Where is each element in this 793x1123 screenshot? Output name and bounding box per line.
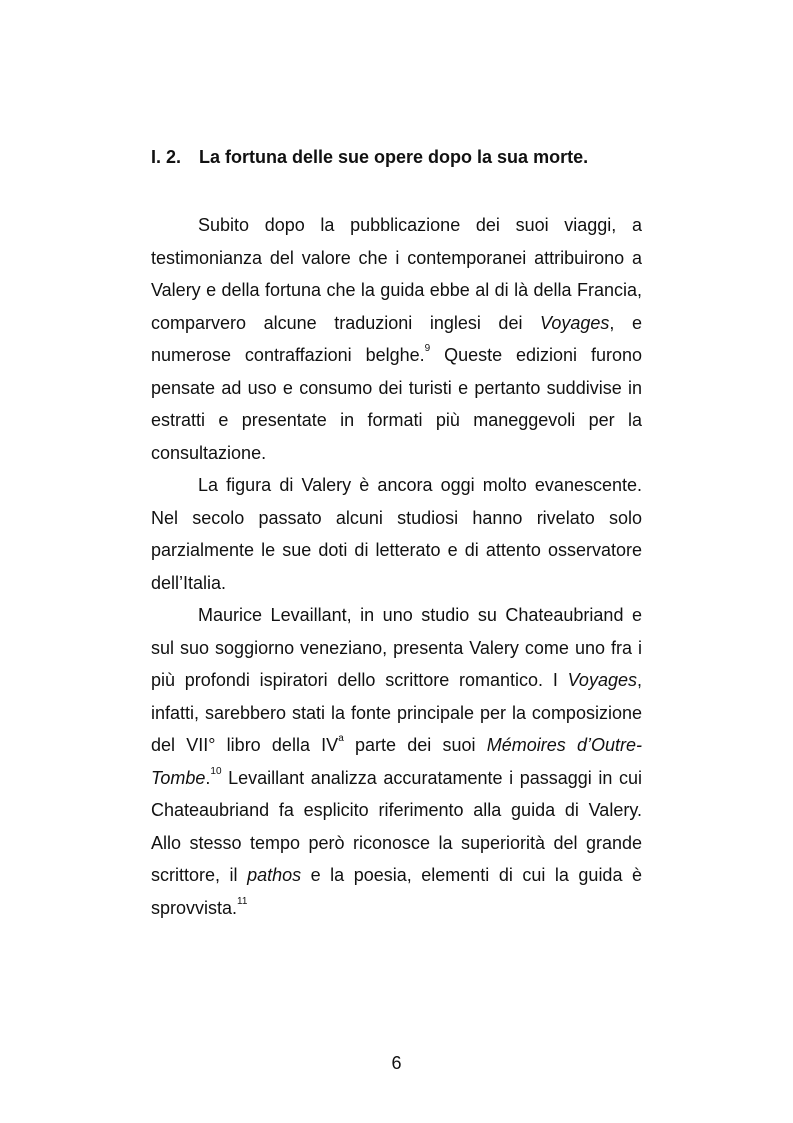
page-number: 6 (391, 1053, 402, 1073)
footnote-ref[interactable]: 11 (237, 895, 248, 907)
paragraph-text: Maurice Levaillant, in uno studio su Chateaubriand e sul suo soggiorno veneziano, presenta Valery come uno fra i più profondi ispiratori dello scrittore romantico. I (151, 605, 642, 690)
paragraph-text: Levaillant analizza accuratamente i passaggi in cui Chateaubriand fa esplicito riferimento alla guida di Valery. Allo stesso tempo però riconosce la superiorità del grande scrittore, il (151, 767, 642, 885)
footnote-ref[interactable]: 9 (424, 343, 431, 354)
page-body (151, 143, 642, 924)
paragraph-text: , e numerose contraffazioni belghe. (151, 312, 643, 365)
footnote-ref[interactable]: 10 (210, 765, 222, 777)
paragraph-text: . (205, 767, 211, 788)
italic-title: Voyages (567, 670, 637, 690)
italic-term: pathos (247, 865, 302, 885)
paragraph-text: Subito dopo la pubblicazione dei suoi viaggi, a testimonianza del valore che i contemporanei attribuirono a Valery e della fortuna che la guida ebbe al di là della Francia, comparvero alcune traduzioni inglesi dei (151, 215, 642, 333)
italic-title: Mémoires d’Outre-Tombe (151, 735, 642, 788)
paragraph-text: e la poesia, elementi di cui la guida è sprovvista. (151, 865, 642, 918)
superscript-a: a (338, 733, 344, 744)
paragraph-2 (151, 469, 642, 599)
italic-title: Voyages (540, 312, 610, 333)
paragraph-3 (151, 599, 642, 924)
paragraph-text: parte dei suoi (343, 735, 487, 755)
section-heading (151, 143, 642, 171)
section-number: I. 2. (151, 147, 182, 167)
section-title: La fortuna delle sue opere dopo la sua morte. (199, 147, 589, 167)
paragraph-text: , infatti, sarebbero stati la fonte principale per la composizione del VII° libro della IV (151, 670, 642, 755)
paragraph-text: Queste edizioni furono pensate ad uso e consumo dei turisti e pertanto suddivise in estratti e presentate in formati più maneggevoli per la consultazione. (151, 345, 642, 463)
paragraph-text: La figura di Valery è ancora oggi molto evanescente. Nel secolo passato alcuni studiosi hanno rivelato solo parzialmente le sue doti di letterato e di attento osservatore dell’Italia. (151, 475, 642, 593)
paragraph-1 (151, 209, 642, 469)
